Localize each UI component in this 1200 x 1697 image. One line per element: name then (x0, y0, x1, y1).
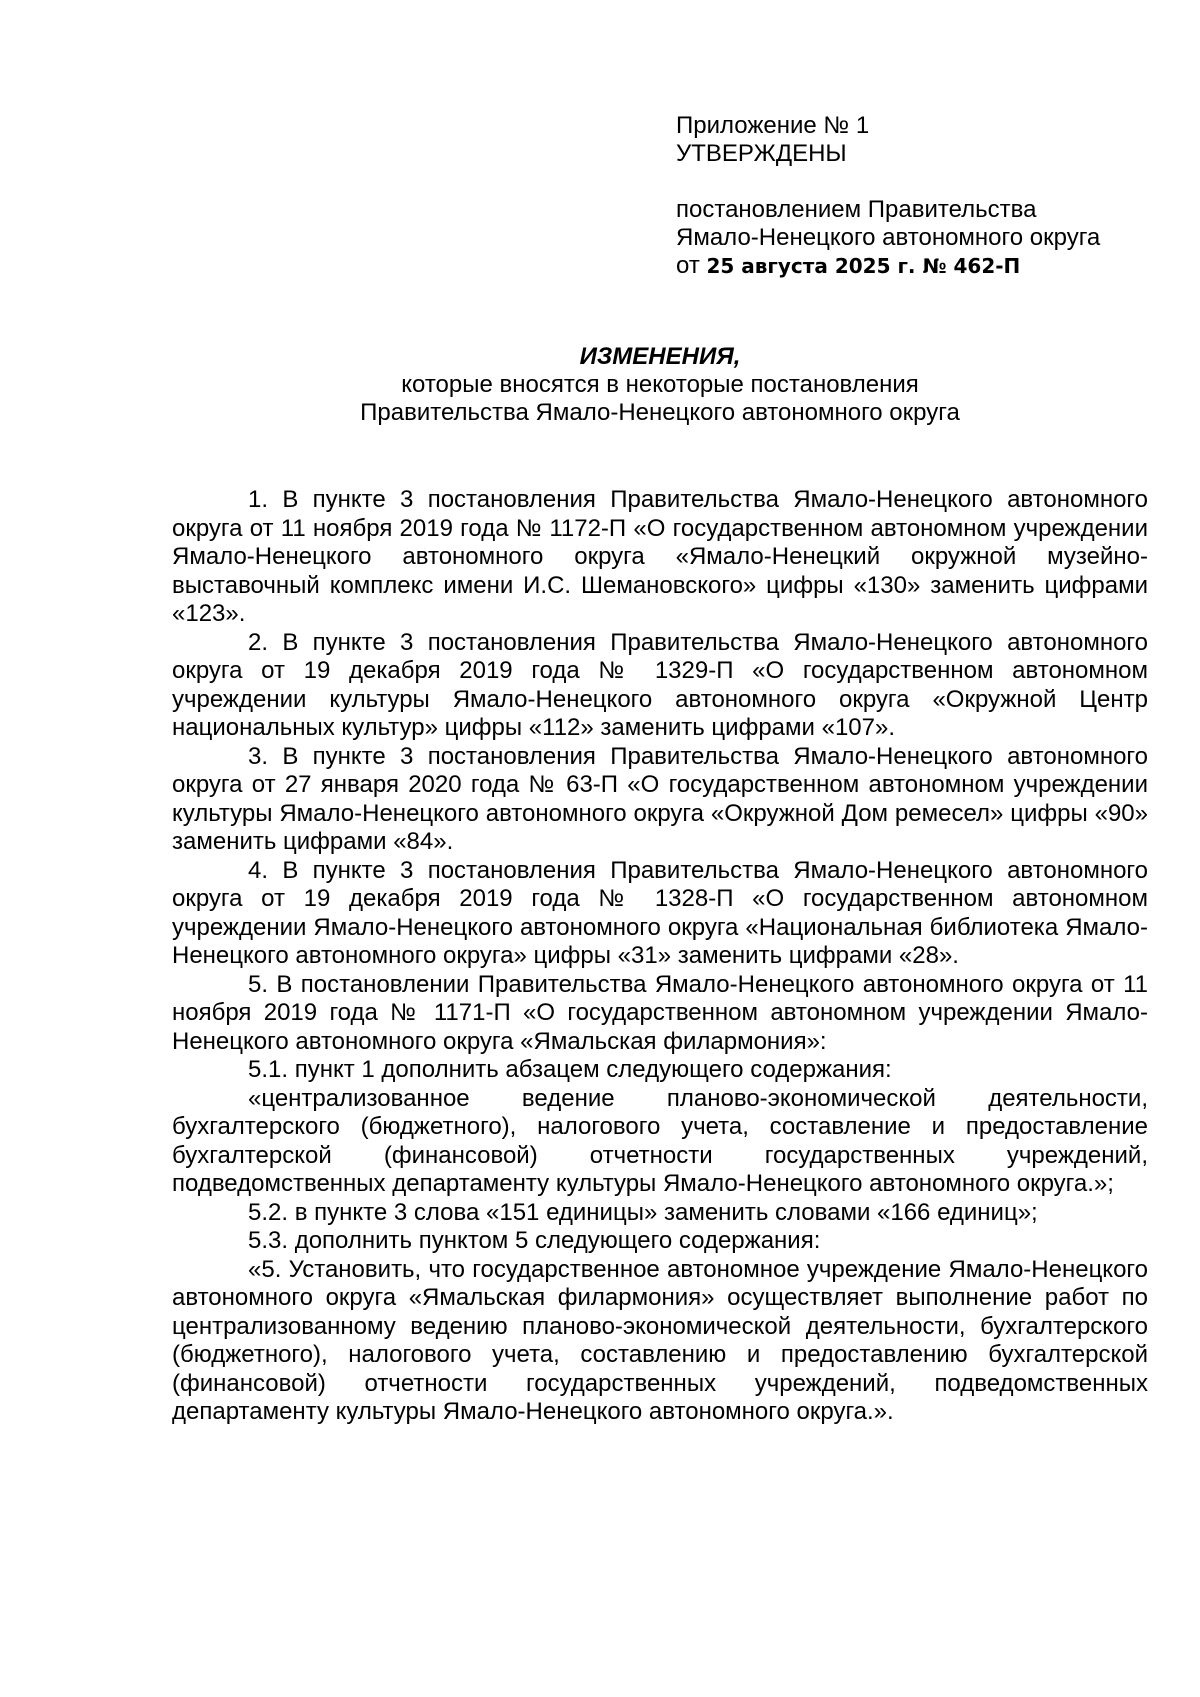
paragraph-5-1: 5.1. пункт 1 дополнить абзацем следующего содержания: (248, 1056, 892, 1083)
approved-label: УТВЕРЖДЕНЫ (676, 140, 847, 167)
approval-by-line-2: Ямало-Ненецкого автономного округа (676, 224, 1101, 251)
date-prefix: от (676, 252, 700, 279)
document-body (172, 486, 1148, 1427)
title-heading: ИЗМЕНЕНИЯ, (579, 343, 741, 370)
document-title (172, 343, 1148, 427)
approval-stamp (676, 112, 1176, 280)
appendix-label: Приложение № 1 (676, 112, 870, 139)
paragraph-5-1-quote: «централизованное ведение планово-экономической деятельности, бухгалтерского (бюджетного), налогового учета, составление и предоставление бухгалтерской (финансовой) отчетности государственных учреждений, подведомственных департаменту культуры Ямало-Ненецкого автономного округа.»; (172, 1084, 1148, 1197)
paragraph-4: 4. В пункте 3 постановления Правительства Ямало-Ненецкого автономного округа от 19 декабря 2019 года № 1328-П «О государственном автономном учреждении Ямало-Ненецкого автономного округа «Национальная библиотека Ямало-Ненецкого автономного округа» цифры «31» заменить цифрами «28». (172, 856, 1148, 969)
approval-by-line-1: постановлением Правительства (676, 196, 1037, 223)
approval-date-line (676, 252, 1176, 280)
paragraph-5-3-quote: «5. Установить, что государственное автономное учреждение Ямало-Ненецкого автономного округа «Ямальская филармония» осуществляет выполнение работ по централизованному ведению планово-экономической деятельности, бухгалтерского (бюджетного), налогового учета, составлению и предоставлению бухгалтерской (финансовой) отчетности государственных учреждений, подведомственных департаменту культуры Ямало-Ненецкого автономного округа.». (172, 1255, 1148, 1425)
paragraph-3: 3. В пункте 3 постановления Правительства Ямало-Ненецкого автономного округа от 27 января 2020 года № 63-П «О государственном автономном учреждении культуры Ямало-Ненецкого автономного округа «Окружной Дом ремесел» цифры «90» заменить цифрами «84». (172, 742, 1148, 855)
title-subtitle-1: которые вносятся в некоторые постановления (401, 371, 919, 398)
title-subtitle-2: Правительства Ямало-Ненецкого автономного округа (360, 399, 960, 426)
signed-date-number: 25 августа 2025 г. № 462-П (706, 254, 1021, 278)
paragraph-2: 2. В пункте 3 постановления Правительства Ямало-Ненецкого автономного округа от 19 декабря 2019 года № 1329-П «О государственном автономном учреждении культуры Ямало-Ненецкого автономного округа «Окружной Центр национальных культур» цифры «112» заменить цифрами «107». (172, 628, 1148, 741)
paragraph-5-2: 5.2. в пункте 3 слова «151 единицы» заменить словами «166 единиц»; (248, 1198, 1038, 1226)
paragraph-1: 1. В пункте 3 постановления Правительства Ямало-Ненецкого автономного округа от 11 ноября 2019 года № 1172-П «О государственном автономном учреждении Ямало-Ненецкого автономного округа «Ямало-Ненецкий окружной музейно-выставочный комплекс имени И.С. Шемановского» цифры «130» заменить цифрами «123». (172, 486, 1148, 627)
approval-spacer (676, 168, 1176, 196)
paragraph-5: 5. В постановлении Правительства Ямало-Ненецкого автономного округа от 11 ноября 2019 года № 1171-П «О государственном автономном учреждении Ямало-Ненецкого автономного округа «Ямальская филармония»: (172, 970, 1148, 1055)
paragraph-5-3: 5.3. дополнить пунктом 5 следующего содержания: (248, 1227, 821, 1254)
